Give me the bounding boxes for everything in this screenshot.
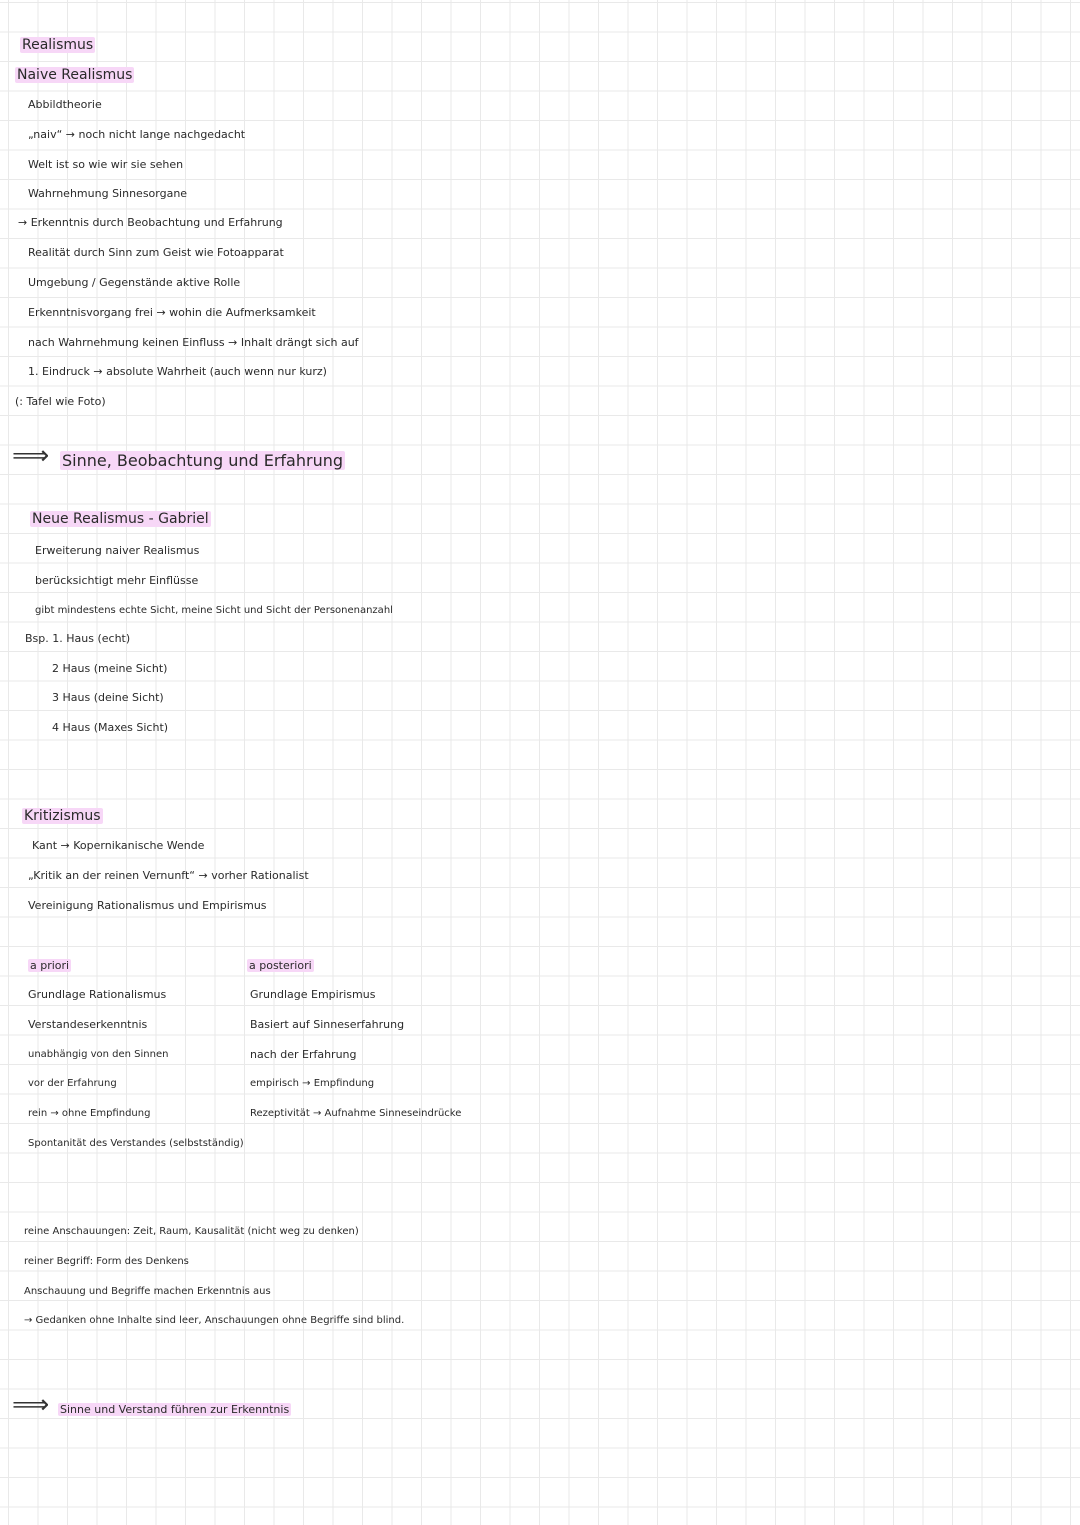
note-line: Erkenntnisvorgang frei → wohin die Aufmerksamkeit [28,306,316,319]
section-title-kritizismus [22,807,103,825]
subheading-text: Neue Realismus - Gabriel [32,511,209,527]
note-line: Grundlage Empirismus [250,988,376,1001]
note-line: Wahrnehmung Sinnesorgane [28,187,188,200]
double-arrow-icon: ⟹ [12,441,50,471]
note-line: gibt mindestens echte Sicht, meine Sicht und Sicht der Personenanzahl [35,605,393,616]
note-line: 4 Haus (Maxes Sicht) [52,721,169,734]
note-line: 2 Haus (meine Sicht) [52,662,168,675]
note-line: Rezeptivität → Aufnahme Sinneseindrücke [250,1108,462,1119]
title-text: Kritizismus [24,808,101,824]
conclusion-text: Sinne und Verstand führen zur Erkenntnis [60,1403,290,1416]
note-line: empirisch → Empfindung [250,1078,375,1089]
heading-a-priori [28,957,71,975]
subheading-text: Naive Realismus [17,67,133,83]
heading-a-posteriori [247,957,314,975]
note-line: Welt ist so wie wir sie sehen [28,158,184,171]
note-line: „Kritik an der reinen Vernunft“ → vorher Rationalist [28,869,309,882]
double-arrow-icon: ⟹ [12,1390,50,1420]
subheading-naiver-realismus [15,66,134,84]
note-line: Vereinigung Rationalismus und Empirismus [28,899,267,912]
note-line: reiner Begriff: Form des Denkens [24,1256,189,1267]
note-line: Grundlage Rationalismus [28,988,167,1001]
note-line: (: Tafel wie Foto) [15,395,106,408]
note-line: Umgebung / Gegenstände aktive Rolle [28,276,241,289]
note-line: unabhängig von den Sinnen [28,1049,169,1060]
heading-text: a posteriori [249,959,312,972]
heading-text: a priori [30,959,70,972]
note-line: Spontanität des Verstandes (selbstständig) [28,1138,244,1149]
note-line: Anschauung und Begriffe machen Erkenntnis aus [24,1286,271,1297]
note-line: nach der Erfahrung [250,1048,357,1061]
note-line: rein → ohne Empfindung [28,1108,151,1119]
conclusion-text: Sinne, Beobachtung und Erfahrung [62,451,344,470]
section-title-realismus [20,36,95,54]
note-line: → Erkenntnis durch Beobachtung und Erfahrung [18,216,283,229]
note-line: Verstandeserkenntnis [28,1018,148,1031]
note-line: Realität durch Sinn zum Geist wie Fotoapparat [28,246,284,259]
title-text: Realismus [22,37,94,53]
note-line: 3 Haus (deine Sicht) [52,691,164,704]
note-line: „naiv“ → noch nicht lange nachgedacht [28,128,246,141]
note-line: reine Anschauungen: Zeit, Raum, Kausalität (nicht weg zu denken) [24,1226,359,1237]
note-line: Abbildtheorie [28,98,102,111]
note-line: nach Wahrnehmung keinen Einfluss → Inhalt drängt sich auf [28,336,359,349]
conclusion-kritizismus [58,1401,291,1419]
note-line: Erweiterung naiver Realismus [35,544,200,557]
note-line: berücksichtigt mehr Einflüsse [35,574,199,587]
conclusion-realismus [60,452,345,470]
note-line: Kant → Kopernikanische Wende [32,839,205,852]
note-line: 1. Eindruck → absolute Wahrheit (auch wenn nur kurz) [28,365,327,378]
subheading-neuer-realismus [30,510,211,528]
note-line: Bsp. 1. Haus (echt) [25,632,131,645]
note-line: → Gedanken ohne Inhalte sind leer, Anschauungen ohne Begriffe sind blind. [24,1315,405,1326]
note-line: Basiert auf Sinneserfahrung [250,1018,405,1031]
note-line: vor der Erfahrung [28,1078,117,1089]
